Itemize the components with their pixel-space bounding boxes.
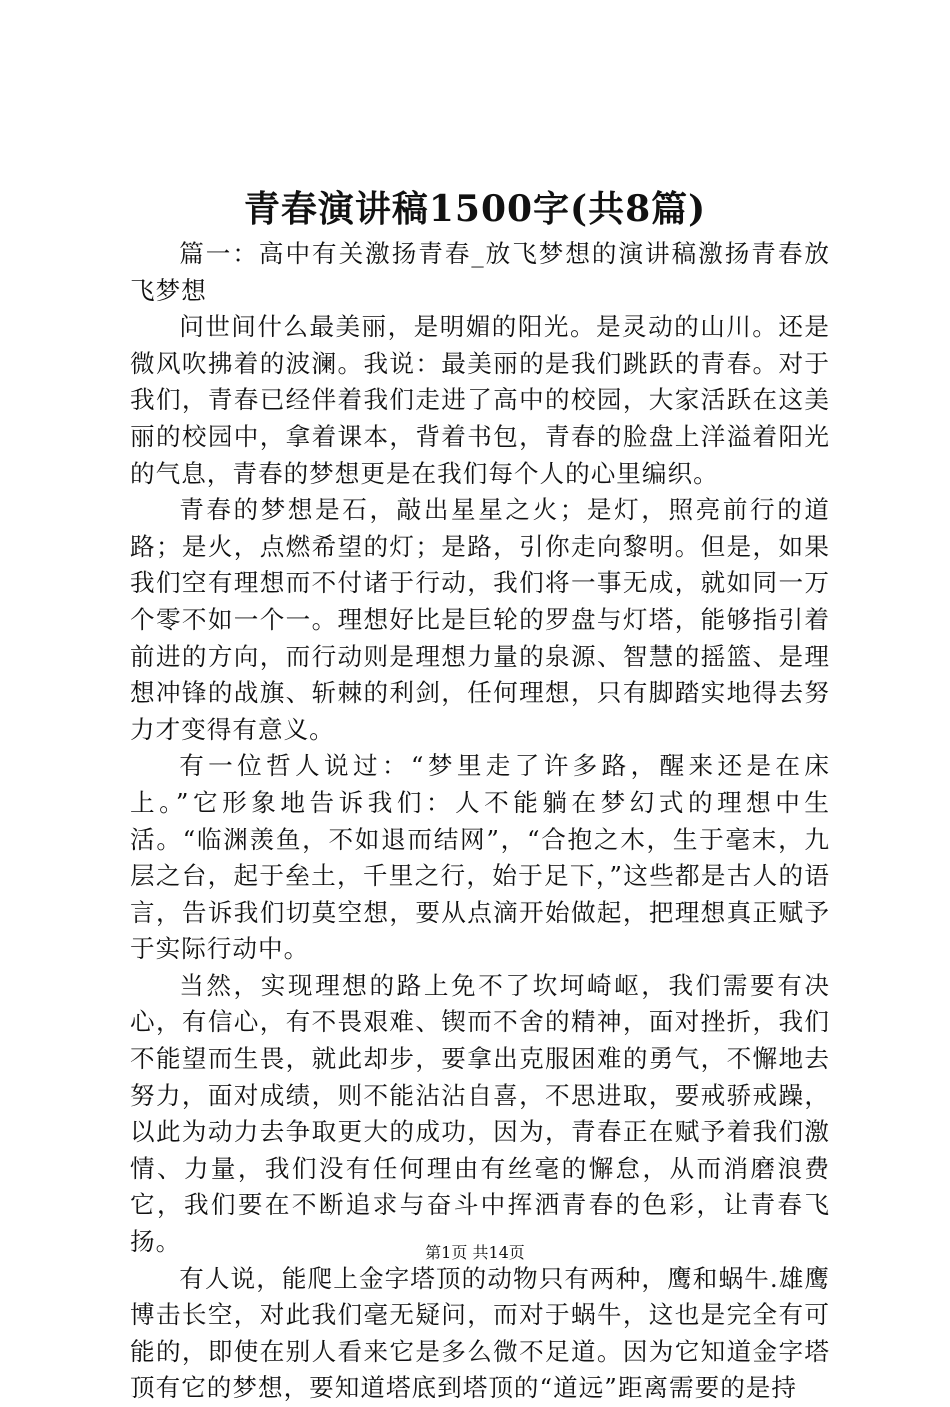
page-footer: 第1页 共14页: [425, 1243, 525, 1262]
paragraph: 青春的梦想是石，敲出星星之火；是灯，照亮前行的道路；是火，点燃希望的灯；是路，引你走向黎明。但是，如果我们空有理想而不付诸于行动，我们将一事无成，就如同一万个零不如一个一。理想好比是巨轮的罗盘与灯塔，能够指引着前进的方向，而行动则是理想力量的泉源、智慧的摇篮、是理想冲锋的战旗、斩棘的利剑，任何理想，只有脚踏实地得去努力才变得有意义。: [130, 495, 830, 744]
paragraph: 有人说，能爬上金字塔顶的动物只有两种，鹰和蜗牛.雄鹰博击长空，对此我们毫无疑问，而对于蜗牛，这也是完全有可能的，即使在别人看来它是多么微不足道。因为它知道金字塔顶有它的梦想，要知道塔底到塔顶的“道远”距离需要的是持: [130, 1263, 830, 1403]
document-body: [130, 236, 830, 1407]
document-title: 青春演讲稿1500字(共8篇): [243, 188, 707, 230]
paragraph: 问世间什么最美丽，是明媚的阳光。是灵动的山川。还是微风吹拂着的波澜。我说：最美丽的是我们跳跃的青春。对于我们，青春已经伴着我们走进了高中的校园，大家活跃在这美丽的校园中，拿着课本，背着书包，青春的脸盘上洋溢着阳光的气息，青春的梦想更是在我们每个人的心里编织。: [130, 312, 830, 488]
paragraph: 有一位哲人说过：“梦里走了许多路，醒来还是在床上。”它形象地告诉我们：人不能躺在梦幻式的理想中生活。“临渊羡鱼，不如退而结网”，“合抱之木，生于毫末，九层之台，起于垒土，千里之行，始于足下，”这些都是古人的语言，告诉我们切莫空想，要从点滴开始做起，把理想真正赋予于实际行动中。: [130, 751, 830, 964]
paragraph: 篇一：高中有关激扬青春_放飞梦想的演讲稿激扬青春放飞梦想: [130, 239, 830, 305]
paragraph: 当然，实现理想的路上免不了坎坷崎岖，我们需要有决心，有信心，有不畏艰难、锲而不舍的精神，面对挫折，我们不能望而生畏，就此却步，要拿出克服困难的勇气，不懈地去努力，面对成绩，则不能沾沾自喜，不思进取，要戒骄戒躁，以此为动力去争取更大的成功，因为，青春正在赋予着我们激情、力量，我们没有任何理由有丝毫的懈怠，从而消磨浪费它，我们要在不断追求与奋斗中挥洒青春的色彩，让青春飞扬。: [130, 970, 830, 1257]
